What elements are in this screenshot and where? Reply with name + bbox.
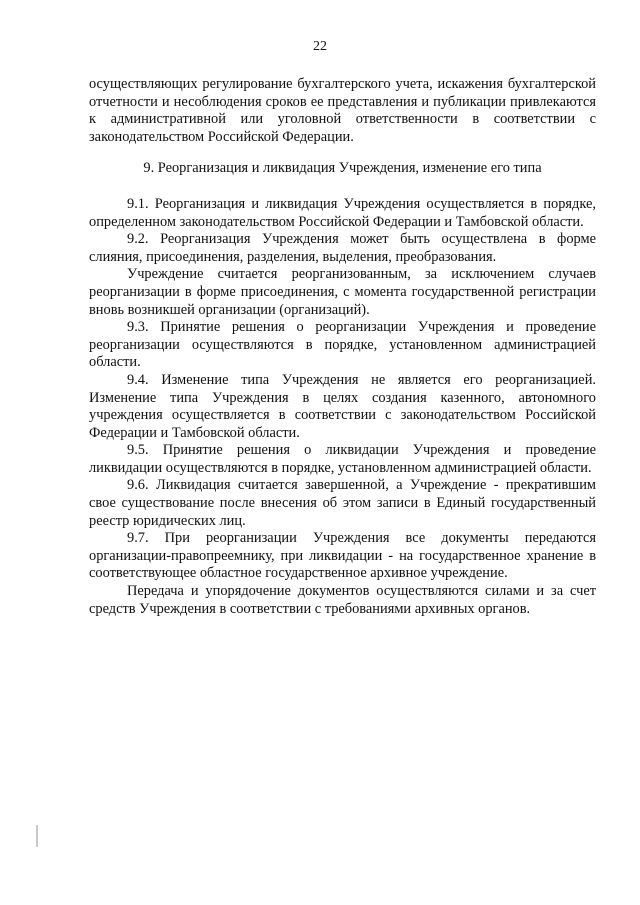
- paragraph-9-1: 9.1. Реорганизация и ликвидация Учреждения осуществляется в порядке, определенном законодательством Российской Федерации и Тамбовской области.: [89, 195, 596, 230]
- scan-margin-mark: [36, 825, 38, 847]
- paragraph-reorganized: Учреждение считается реорганизованным, за исключением случаев реорганизации в форме присоединения, с момента государственной регистрации вновь возникшей организации (организаций).: [89, 266, 596, 318]
- intro-paragraph: осуществляющих регулирование бухгалтерского учета, искажения бухгалтерской отчетности и несоблюдения сроков ее представления и публикации привлекаются к административной или уголовной ответственности в соответствии с законодательством Российской Федерации.: [89, 76, 596, 145]
- paragraph-9-4: 9.4. Изменение типа Учреждения не является его реорганизацией. Изменение типа Учреждения в целях создания казенного, автономного учреждения осуществляется в соответствии с законодательством Российской Федерации и Тамбовской области.: [89, 371, 596, 441]
- paragraph-9-7: 9.7. При реорганизации Учреждения все документы передаются организации-правопреемнику, при ликвидации - на государственное хранение в соответствующее областное государственное архивное учреждение.: [89, 530, 596, 582]
- paragraph-9-2: 9.2. Реорганизация Учреждения может быть осуществлена в форме слияния, присоединения, разделения, выделения, преобразования.: [89, 231, 596, 265]
- document-body: [89, 76, 596, 618]
- page-number: 22: [313, 39, 327, 54]
- section-heading: 9. Реорганизация и ликвидация Учреждения, изменение его типа: [143, 160, 542, 177]
- paragraph-9-3: 9.3. Принятие решения о реорганизации Учреждения и проведение реорганизации осуществляются в порядке, установленном администрацией области.: [89, 319, 596, 371]
- paragraph-9-6: 9.6. Ликвидация считается завершенной, а Учреждение - прекратившим свое существование после внесения об этом записи в Единый государственный реестр юридических лиц.: [89, 477, 596, 529]
- paragraph-archive-transfer: Передача и упорядочение документов осуществляются силами и за счет средств Учреждения в соответствии с требованиями архивных органов.: [89, 583, 596, 617]
- paragraph-9-5: 9.5. Принятие решения о ликвидации Учреждения и проведение ликвидации осуществляются в порядке, установленном администрацией области.: [89, 442, 596, 476]
